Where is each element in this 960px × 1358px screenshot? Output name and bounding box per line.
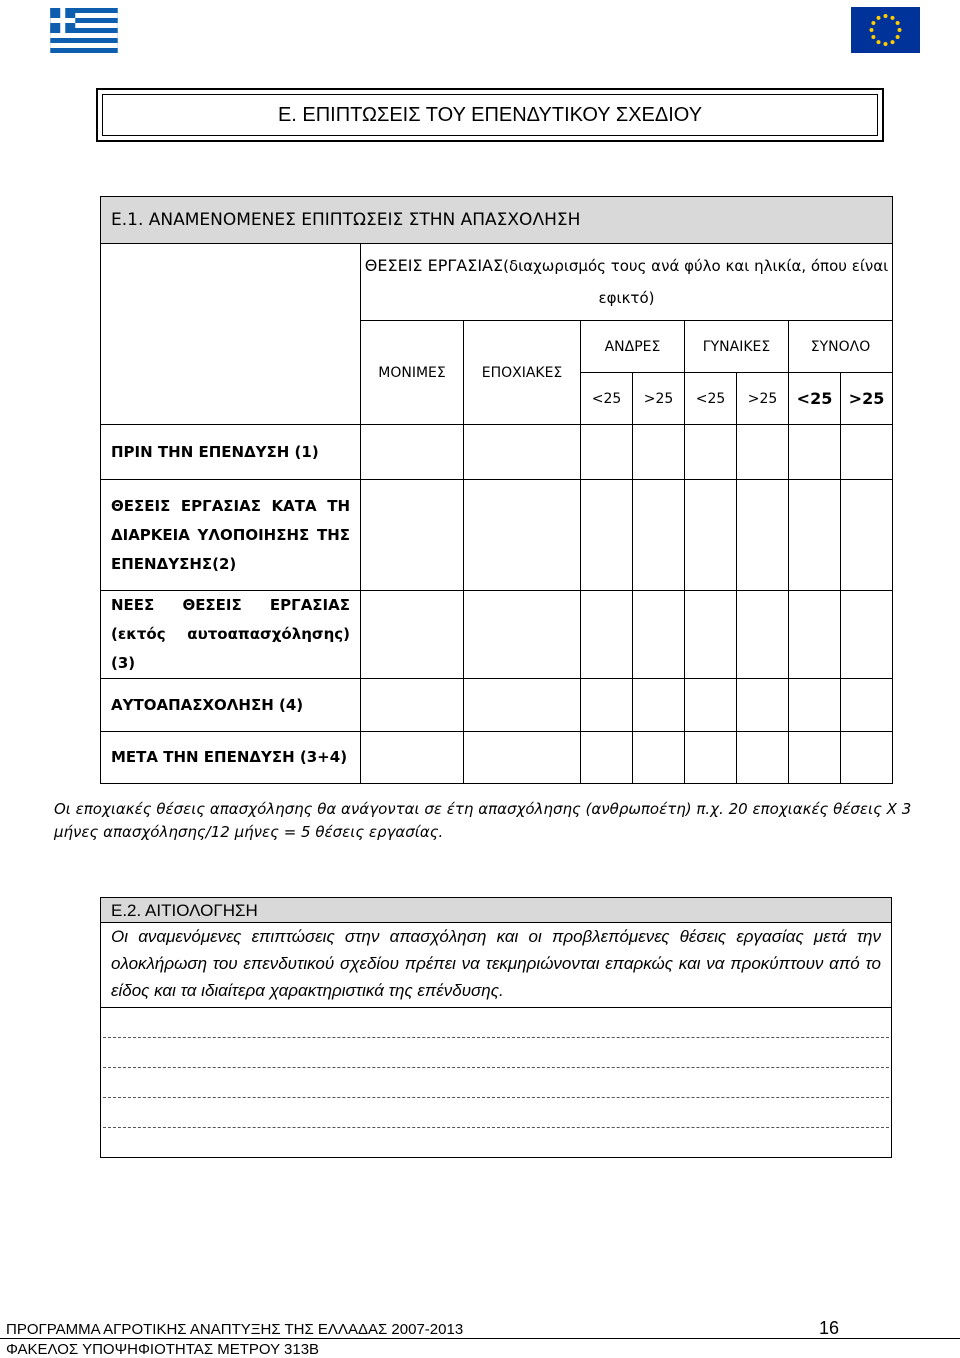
age-total-over: >25 <box>841 373 893 425</box>
table-row <box>101 591 893 679</box>
eu-flag-icon <box>851 7 920 53</box>
group-header <box>361 244 893 321</box>
cell[interactable] <box>361 591 464 679</box>
footer-divider <box>0 1338 960 1339</box>
page-title: Ε. ΕΠΙΠΤΩΣΕΙΣ ΤΟΥ ΕΠΕΝΔΥΤΙΚΟΥ ΣΧΕΔΙΟΥ <box>102 94 878 136</box>
table-row <box>101 679 893 732</box>
col-men: ΑΝΔΡΕΣ <box>581 321 685 373</box>
section-title: Ε.1. ΑΝΑΜΕΝΟΜΕΝΕΣ ΕΠΙΠΤΩΣΕΙΣ ΣΤΗΝ ΑΠΑΣΧΟΛΗΣΗ <box>101 197 893 244</box>
cell[interactable] <box>841 425 893 480</box>
justification-box <box>100 897 892 1158</box>
cell[interactable] <box>841 480 893 591</box>
justification-title: Ε.2. ΑΙΤΙΟΛΟΓΗΣΗ <box>101 898 891 923</box>
cell[interactable] <box>737 679 789 732</box>
age-men-over: >25 <box>633 373 685 425</box>
cell[interactable] <box>685 732 737 784</box>
cell[interactable] <box>361 679 464 732</box>
employment-table <box>100 196 893 784</box>
cell[interactable] <box>685 425 737 480</box>
cell[interactable] <box>464 679 581 732</box>
cell[interactable] <box>737 591 789 679</box>
table-row <box>101 732 893 784</box>
col-total: ΣΥΝΟΛΟ <box>789 321 893 373</box>
cell[interactable] <box>464 425 581 480</box>
cell[interactable] <box>789 732 841 784</box>
age-women-over: >25 <box>737 373 789 425</box>
cell[interactable] <box>361 732 464 784</box>
cell[interactable] <box>633 591 685 679</box>
row-label: ΜΕΤΑ ΤΗΝ ΕΠΕΝΔΥΣΗ (3+4) <box>101 732 361 784</box>
greek-flag-icon <box>50 8 118 53</box>
cell[interactable] <box>581 480 633 591</box>
cell[interactable] <box>685 591 737 679</box>
cell[interactable] <box>841 591 893 679</box>
table-row <box>101 480 893 591</box>
cell[interactable] <box>633 425 685 480</box>
row-label: ΘΕΣΕΙΣ ΕΡΓΑΣΙΑΣ ΚΑΤΑ ΤΗ ΔΙΑΡΚΕΙΑ ΥΛΟΠΟΙΗΣΗΣ ΤΗΣ ΕΠΕΝΔΥΣΗΣ(2) <box>101 480 361 591</box>
cell[interactable] <box>685 480 737 591</box>
col-women: ΓΥΝΑΙΚΕΣ <box>685 321 789 373</box>
blank-header-cell <box>101 244 361 425</box>
page-number: 16 <box>819 1318 840 1338</box>
group-subtitle: (διαχωρισμός τους ανά φύλο και ηλικία, όπου είναι εφικτό) <box>503 257 889 307</box>
cell[interactable] <box>581 679 633 732</box>
age-total-under: <25 <box>789 373 841 425</box>
dotted-line[interactable] <box>103 1097 889 1098</box>
cell[interactable] <box>789 480 841 591</box>
cell[interactable] <box>464 480 581 591</box>
row-label: ΝΕΕΣ ΘΕΣΕΙΣ ΕΡΓΑΣΙΑΣ (εκτός αυτοαπασχόλησης)(3) <box>101 591 361 679</box>
cell[interactable] <box>789 425 841 480</box>
row-label: ΠΡΙΝ ΤΗΝ ΕΠΕΝΔΥΣΗ (1) <box>101 425 361 480</box>
col-seasonal: ΕΠΟΧΙΑΚΕΣ <box>464 321 581 425</box>
footer-file: ΦΑΚΕΛΟΣ ΥΠΟΨΗΦΙΟΤΗΤΑΣ ΜΕΤΡΟΥ 313Β <box>6 1341 320 1358</box>
cell[interactable] <box>581 591 633 679</box>
divider <box>101 1007 891 1008</box>
title-box <box>96 88 884 142</box>
cell[interactable] <box>361 425 464 480</box>
cell[interactable] <box>361 480 464 591</box>
cell[interactable] <box>581 732 633 784</box>
cell[interactable] <box>841 732 893 784</box>
col-permanent: ΜΟΝΙΜΕΣ <box>361 321 464 425</box>
age-women-under: <25 <box>685 373 737 425</box>
cell[interactable] <box>581 425 633 480</box>
cell[interactable] <box>633 679 685 732</box>
dotted-line[interactable] <box>103 1127 889 1128</box>
cell[interactable] <box>464 732 581 784</box>
cell[interactable] <box>685 679 737 732</box>
dotted-line[interactable] <box>103 1067 889 1068</box>
cell[interactable] <box>841 679 893 732</box>
cell[interactable] <box>633 732 685 784</box>
cell[interactable] <box>737 480 789 591</box>
table-row <box>101 425 893 480</box>
cell[interactable] <box>789 679 841 732</box>
cell[interactable] <box>633 480 685 591</box>
seasonal-note: Οι εποχιακές θέσεις απασχόλησης θα ανάγονται σε έτη απασχόλησης (ανθρωποέτη) π.χ. 20 εποχιακές θέσεις Χ 3 μήνες απασχόλησης/12 μήνες = 5 θέσεις εργασίας. <box>54 800 912 841</box>
justification-text: Οι αναμενόμενες επιπτώσεις στην απασχόληση και οι προβλεπόμενες θέσεις εργασίας μετά την ολοκλήρωση του επενδυτικού σχεδίου πρέπει να τεκμηριώνονται επαρκώς και να προκύπτουν από το είδος και τα ιδιαίτερα χαρακτηριστικά της επένδυσης. <box>111 927 881 1000</box>
cell[interactable] <box>737 425 789 480</box>
age-men-under: <25 <box>581 373 633 425</box>
group-title: ΘΕΣΕΙΣ ΕΡΓΑΣΙΑΣ <box>364 256 504 275</box>
cell[interactable] <box>464 591 581 679</box>
dotted-line[interactable] <box>103 1037 889 1038</box>
row-label: ΑΥΤΟΑΠΑΣΧΟΛΗΣΗ (4) <box>101 679 361 732</box>
footer-program: ΠΡΟΓΡΑΜΜΑ ΑΓΡΟΤΙΚΗΣ ΑΝΑΠΤΥΞΗΣ ΤΗΣ ΕΛΛΑΔΑΣ 2007-2013 <box>6 1321 464 1338</box>
cell[interactable] <box>737 732 789 784</box>
cell[interactable] <box>789 591 841 679</box>
